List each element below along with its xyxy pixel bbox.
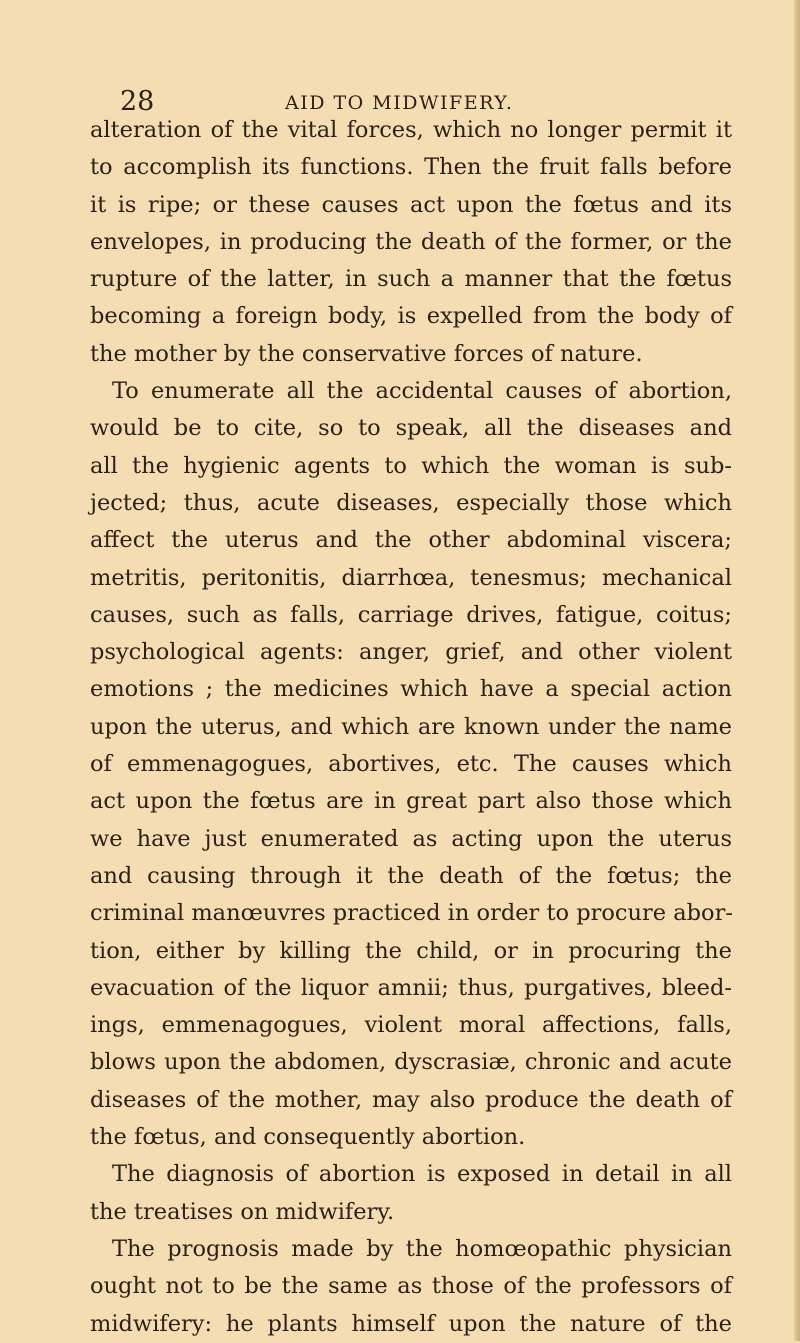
text-line: blows upon the abdomen, dyscrasiæ, chronic and acute <box>90 1049 732 1076</box>
text-line: the mother by the conservative forces of nature. <box>90 340 643 367</box>
running-title: AID TO MIDWIFERY. <box>285 92 514 114</box>
text-line: emotions ; the medicines which have a special action <box>90 676 732 703</box>
text-line: evacuation of the liquor amnii; thus, purgatives, bleed- <box>90 974 732 1001</box>
text-line: The diagnosis of abortion is exposed in detail in all <box>112 1161 732 1188</box>
text-line: ings, emmenagogues, violent moral affections, falls, <box>90 1012 732 1039</box>
text-line: causes, such as falls, carriage drives, fatigue, coitus; <box>90 601 732 628</box>
text-line: ought not to be the same as those of the professors of <box>90 1273 732 1300</box>
text-line: jected; thus, acute diseases, especially those which <box>90 489 732 516</box>
text-line: criminal manœuvres practiced in order to procure abor- <box>90 900 733 927</box>
text-line: envelopes, in producing the death of the former, or the <box>90 228 732 255</box>
text-line: To enumerate all the accidental causes of abortion, <box>112 378 732 405</box>
text-line: of emmenagogues, abortives, etc. The causes which <box>90 751 732 778</box>
text-line: we have just enumerated as acting upon the uterus <box>90 825 732 852</box>
page-edge <box>794 0 800 1341</box>
text-line: to accomplish its functions. Then the fruit falls before <box>90 154 732 181</box>
text-line: all the hygienic agents to which the woman is sub- <box>90 452 732 479</box>
body-text <box>90 112 732 1343</box>
text-line: becoming a foreign body, is expelled from the body of <box>90 303 732 330</box>
text-line: The prognosis made by the homœopathic physician <box>112 1235 732 1262</box>
text-line: diseases of the mother, may also produce the death of <box>90 1086 732 1113</box>
page-number: 28 <box>120 86 155 117</box>
text-line: the treatises on midwifery. <box>90 1198 395 1225</box>
text-line: the fœtus, and consequently abortion. <box>90 1124 526 1151</box>
text-line: would be to cite, so to speak, all the diseases and <box>90 415 732 442</box>
text-line: midwifery: he plants himself upon the nature of the <box>90 1310 732 1337</box>
text-line: metritis, peritonitis, diarrhœa, tenesmus; mechanical <box>90 564 732 591</box>
text-line: and causing through it the death of the fœtus; the <box>90 862 732 889</box>
text-line: act upon the fœtus are in great part also those which <box>90 788 732 815</box>
text-line: psychological agents: anger, grief, and other violent <box>90 639 732 666</box>
text-line: alteration of the vital forces, which no longer permit it <box>90 117 732 143</box>
text-line: it is ripe; or these causes act upon the fœtus and its <box>90 191 732 218</box>
text-line: affect the uterus and the other abdominal viscera; <box>90 527 732 554</box>
text-line: rupture of the latter, in such a manner that the fœtus <box>90 266 732 293</box>
text-line: upon the uterus, and which are known under the name <box>90 713 732 740</box>
text-line: tion, either by killing the child, or in procuring the <box>90 937 732 964</box>
